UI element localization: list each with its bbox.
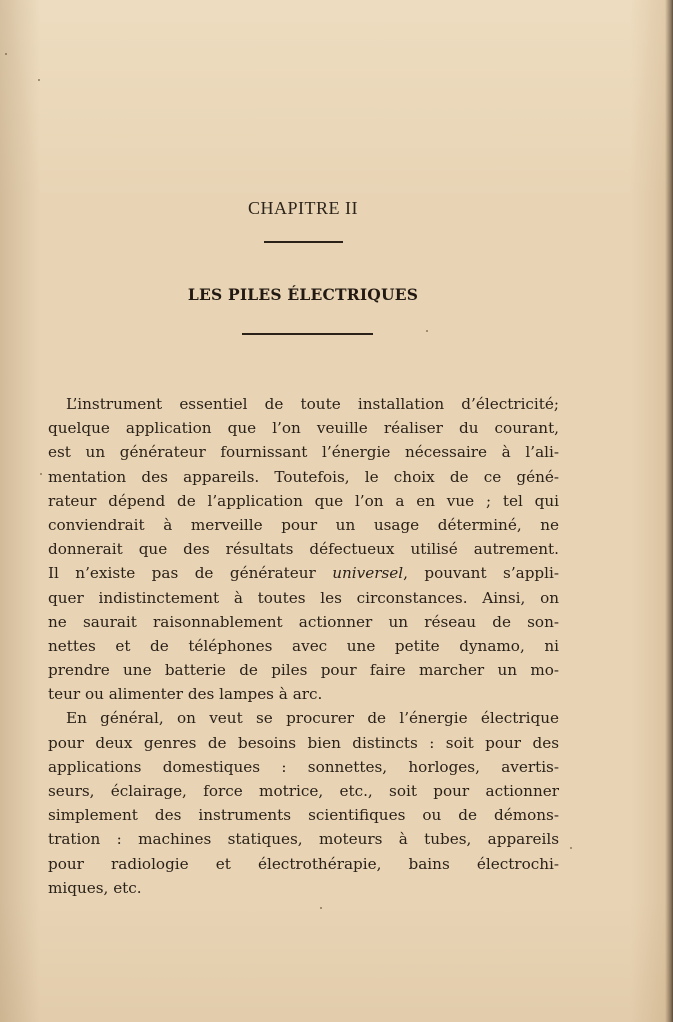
text-line: pour deux genres de besoins bien distincts : soit pour des: [48, 733, 559, 752]
text-line: quer indistinctement à toutes les circonstances. Ainsi, on: [48, 588, 559, 607]
paper-speck: [426, 330, 428, 332]
text-segment: Il n’existe pas de générateur: [48, 564, 333, 583]
text-line: En général, on veut se procurer de l’énergie électrique: [66, 709, 559, 728]
text-line: nettes et de téléphones avec une petite dynamo, ni: [48, 636, 559, 655]
chapter-title: LES PILES ÉLECTRIQUES: [187, 285, 419, 304]
text-line: simplement des instruments scientifiques ou de démons-: [48, 806, 559, 825]
text-line: tration : machines statiques, moteurs à tubes, appareils: [48, 830, 559, 849]
text-line: est un générateur fournissant l’énergie nécessaire à l’ali-: [48, 443, 559, 462]
text-line: teur ou alimenter des lampes à arc.: [48, 685, 323, 704]
text-line-with-emphasis: [48, 561, 559, 585]
text-line: L’instrument essentiel de toute installation d’électricité;: [66, 395, 559, 413]
paper-speck: [38, 79, 40, 81]
text-segment: , pouvant s’appli-: [403, 564, 559, 583]
paragraph-1: [48, 392, 559, 706]
text-line: quelque application que l’on veuille réaliser du courant,: [48, 419, 559, 438]
text-line: applications domestiques : sonnettes, horloges, avertis-: [48, 757, 559, 776]
paper-speck: [320, 907, 322, 909]
title-divider-rule: [242, 333, 373, 335]
paragraph-2: [48, 706, 559, 900]
text-line: conviendrait à merveille pour un usage déterminé, ne: [48, 515, 559, 534]
paper-speck: [5, 53, 7, 55]
body-text: [48, 392, 559, 900]
emphasis-word: universel: [332, 564, 404, 583]
text-line: prendre une batterie de piles pour faire marcher un mo-: [48, 661, 559, 680]
paper-speck: [570, 847, 572, 849]
text-line: miques, etc.: [48, 878, 142, 897]
paper-speck: [40, 473, 42, 475]
text-line: donnerait que des résultats défectueux utilisé autrement.: [48, 540, 559, 559]
text-line: ne saurait raisonnablement actionner un réseau de son-: [48, 612, 559, 631]
text-line: seurs, éclairage, force motrice, etc., soit pour actionner: [48, 782, 559, 800]
text-line: mentation des appareils. Toutefois, le choix de ce géné-: [48, 467, 559, 486]
chapter-divider-rule: [264, 241, 343, 243]
text-line: rateur dépend de l’application que l’on a en vue ; tel qui: [48, 491, 559, 510]
chapter-number: CHAPITRE II: [248, 198, 358, 218]
text-line: pour radiologie et électrothérapie, bains électrochi-: [48, 854, 559, 873]
